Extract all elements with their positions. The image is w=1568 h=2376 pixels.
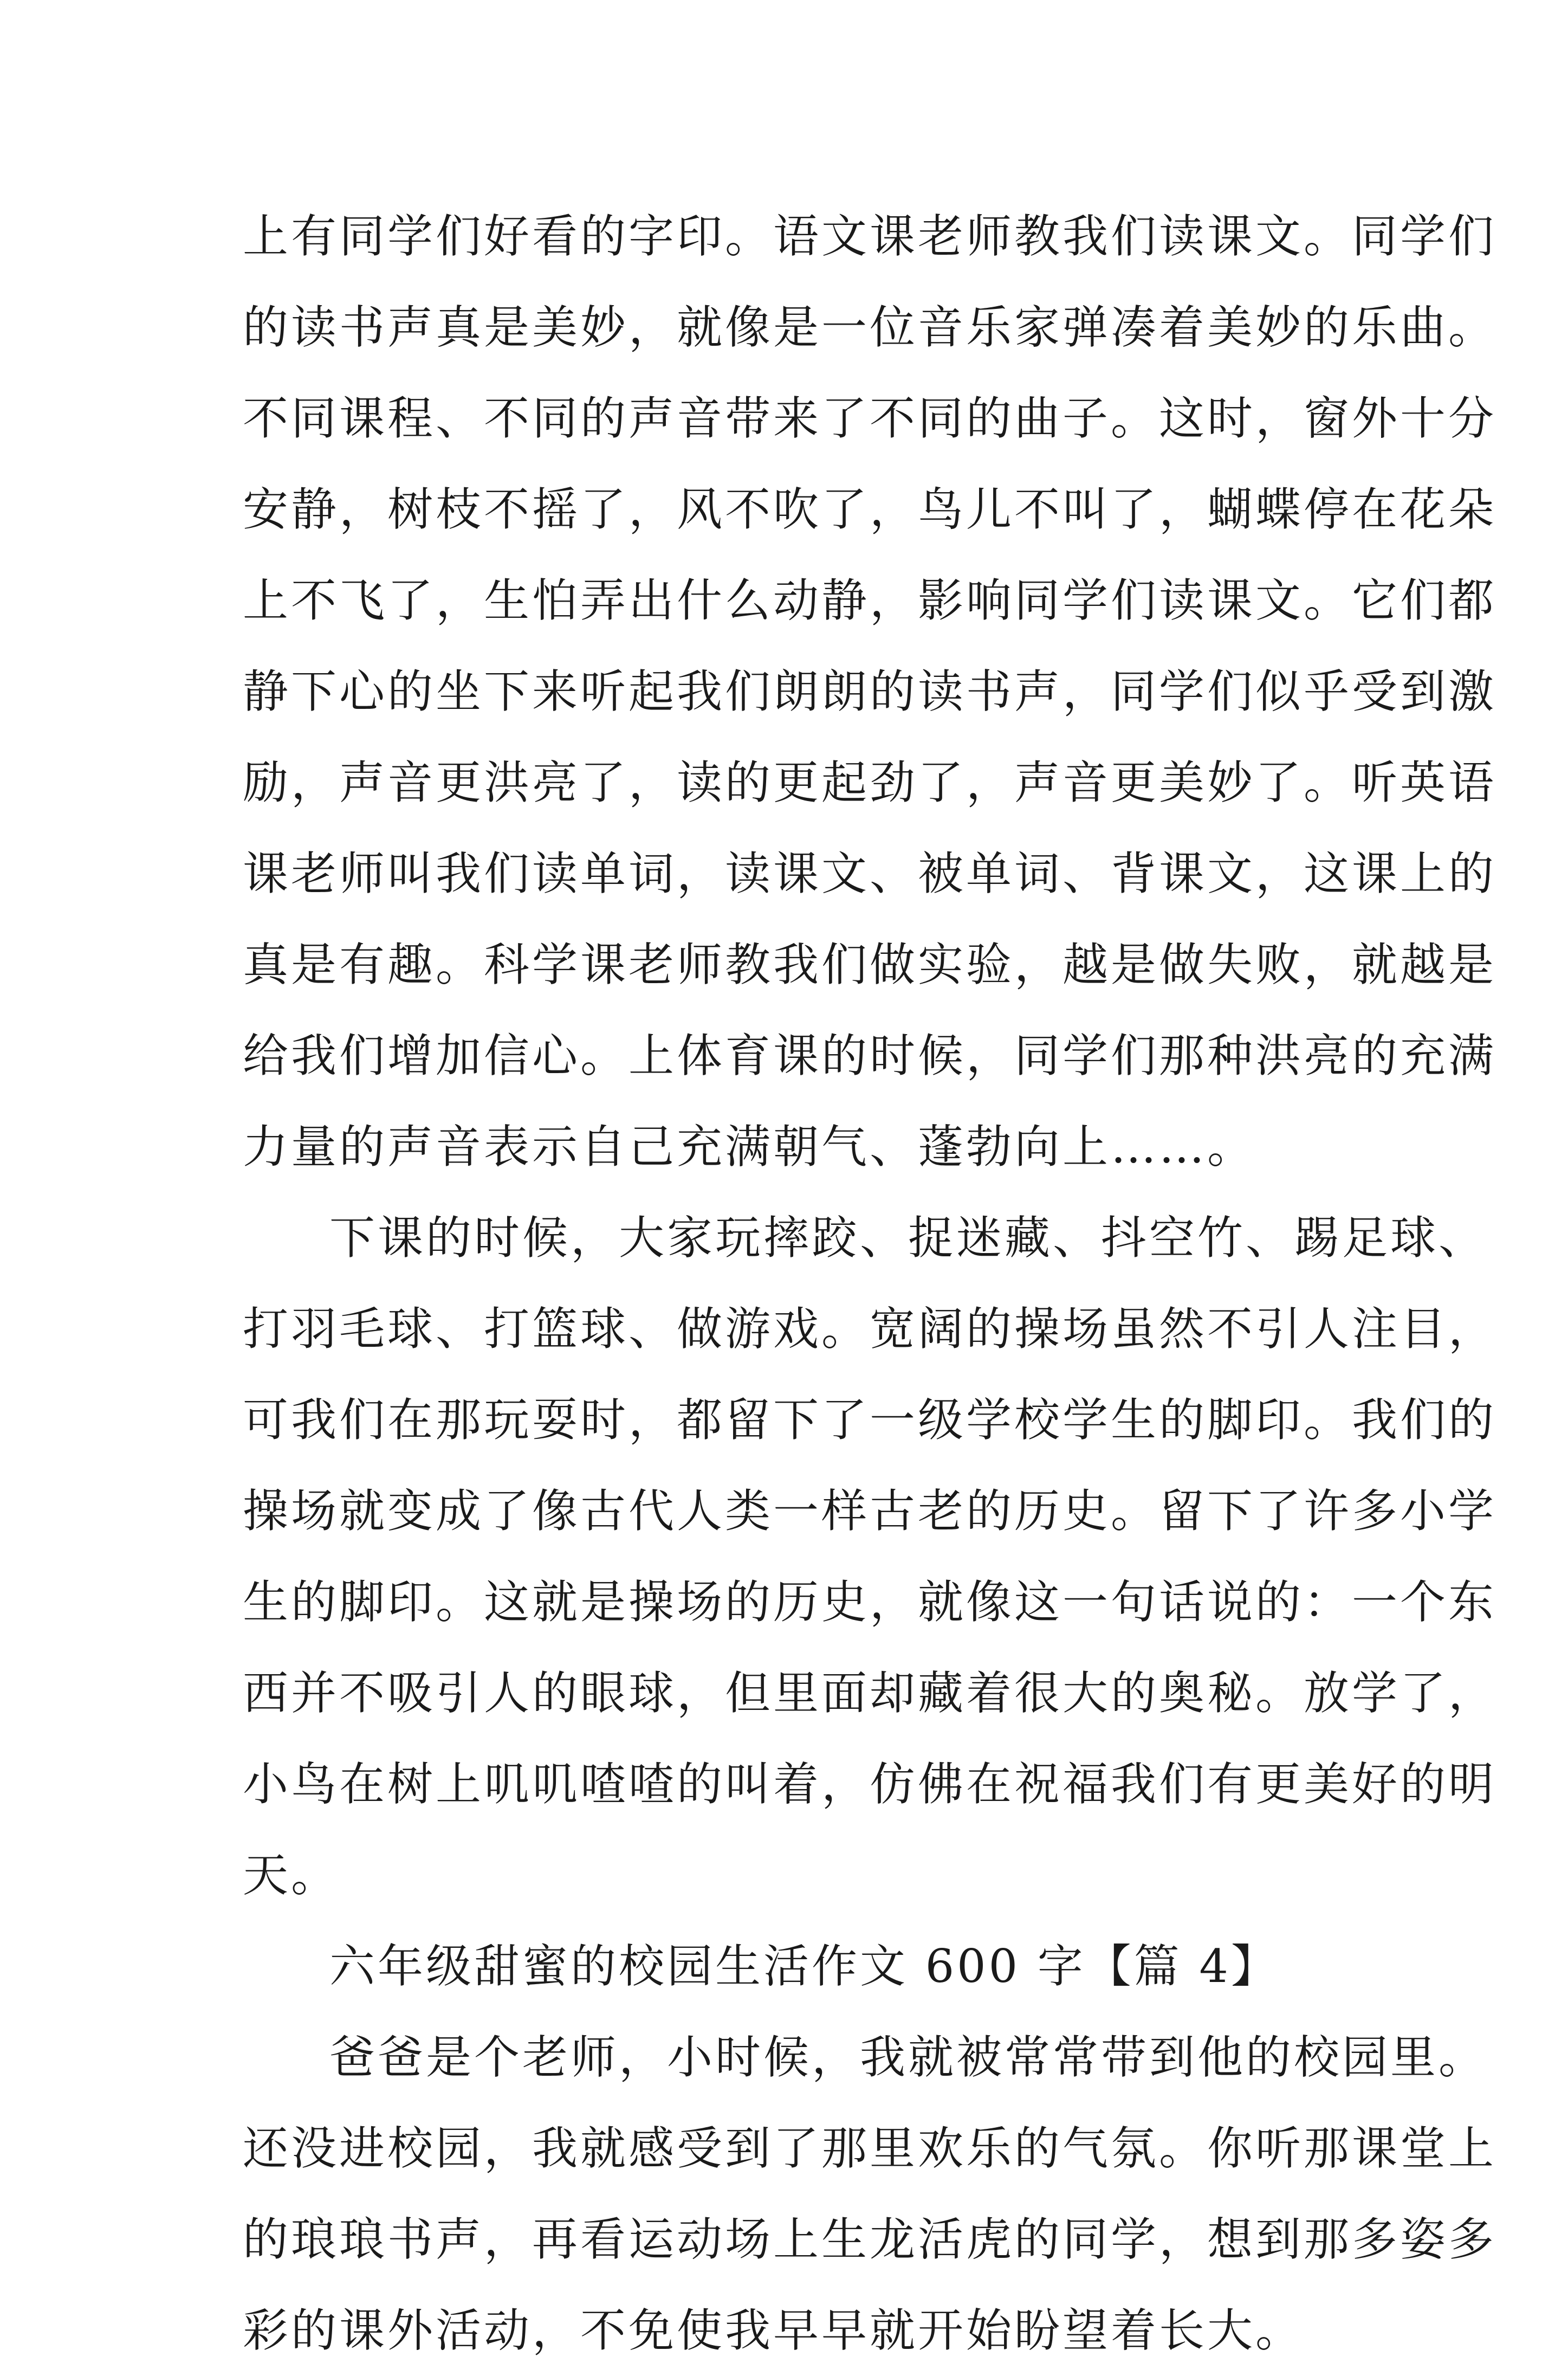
document-body [243,191,1497,2376]
text-line: 生的脚印。这就是操场的历史，就像这一句话说的：一个东 [243,1576,1497,1629]
text-line: 力量的声音表示自己充满朝气、蓬勃向上……。 [243,1120,1256,1173]
text-line: 上有同学们好看的字印。语文课老师教我们读课文。同学们 [243,210,1497,263]
text-line: 安静，树枝不摇了，风不吹了，鸟儿不叫了，蝴蝶停在花朵 [243,483,1497,536]
text-line: 上不飞了，生怕弄出什么动静，影响同学们读课文。它们都 [243,574,1497,627]
text-line: 的读书声真是美妙，就像是一位音乐家弹凑着美妙的乐曲。 [243,301,1497,354]
text-line: 操场就变成了像古代人类一样古老的历史。留下了许多小学 [243,1484,1497,1538]
text-line: 可我们在那玩耍时，都留下了一级学校学生的脚印。我们的 [243,1393,1497,1447]
text-line: 还没进校园，我就感受到了那里欢乐的气氛。你听那课堂上 [243,2122,1497,2175]
text-line: 不同课程、不同的声音带来了不同的曲子。这时，窗外十分 [243,392,1497,445]
text-line: 静下心的坐下来听起我们朗朗的读书声，同学们似乎受到激 [243,665,1497,718]
text-line: 小鸟在树上叽叽喳喳的叫着，仿佛在祝福我们有更美好的明 [243,1758,1497,1811]
text-line: 打羽毛球、打篮球、做游戏。宽阔的操场虽然不引人注目， [243,1302,1497,1355]
text-line: 真是有趣。科学课老师教我们做实验，越是做失败，就越是 [243,938,1497,991]
section-heading: 六年级甜蜜的校园生活作文 600 字【篇 4】 [329,1940,1279,1993]
paragraph-start-line: 爸爸是个老师，小时候，我就被常常带到他的校园里。 [329,2031,1487,2084]
paragraph-start-line: 下课的时候，大家玩摔跤、捉迷藏、抖空竹、踢足球、 [329,1211,1487,1264]
text-line: 天。 [243,1849,340,1902]
text-line: 的琅琅书声，再看运动场上生龙活虎的同学，想到那多姿多 [243,2213,1497,2266]
text-line: 给我们增加信心。上体育课的时候，同学们那种洪亮的充满 [243,1029,1497,1082]
text-line: 西并不吸引人的眼球，但里面却藏着很大的奥秘。放学了， [243,1667,1497,1720]
text-line: 课老师叫我们读单词，读课文、被单词、背课文，这课上的 [243,847,1497,900]
text-line: 励，声音更洪亮了，读的更起劲了，声音更美妙了。听英语 [243,756,1497,809]
text-line: 彩的课外活动，不免使我早早就开始盼望着长大。 [243,2304,1304,2357]
